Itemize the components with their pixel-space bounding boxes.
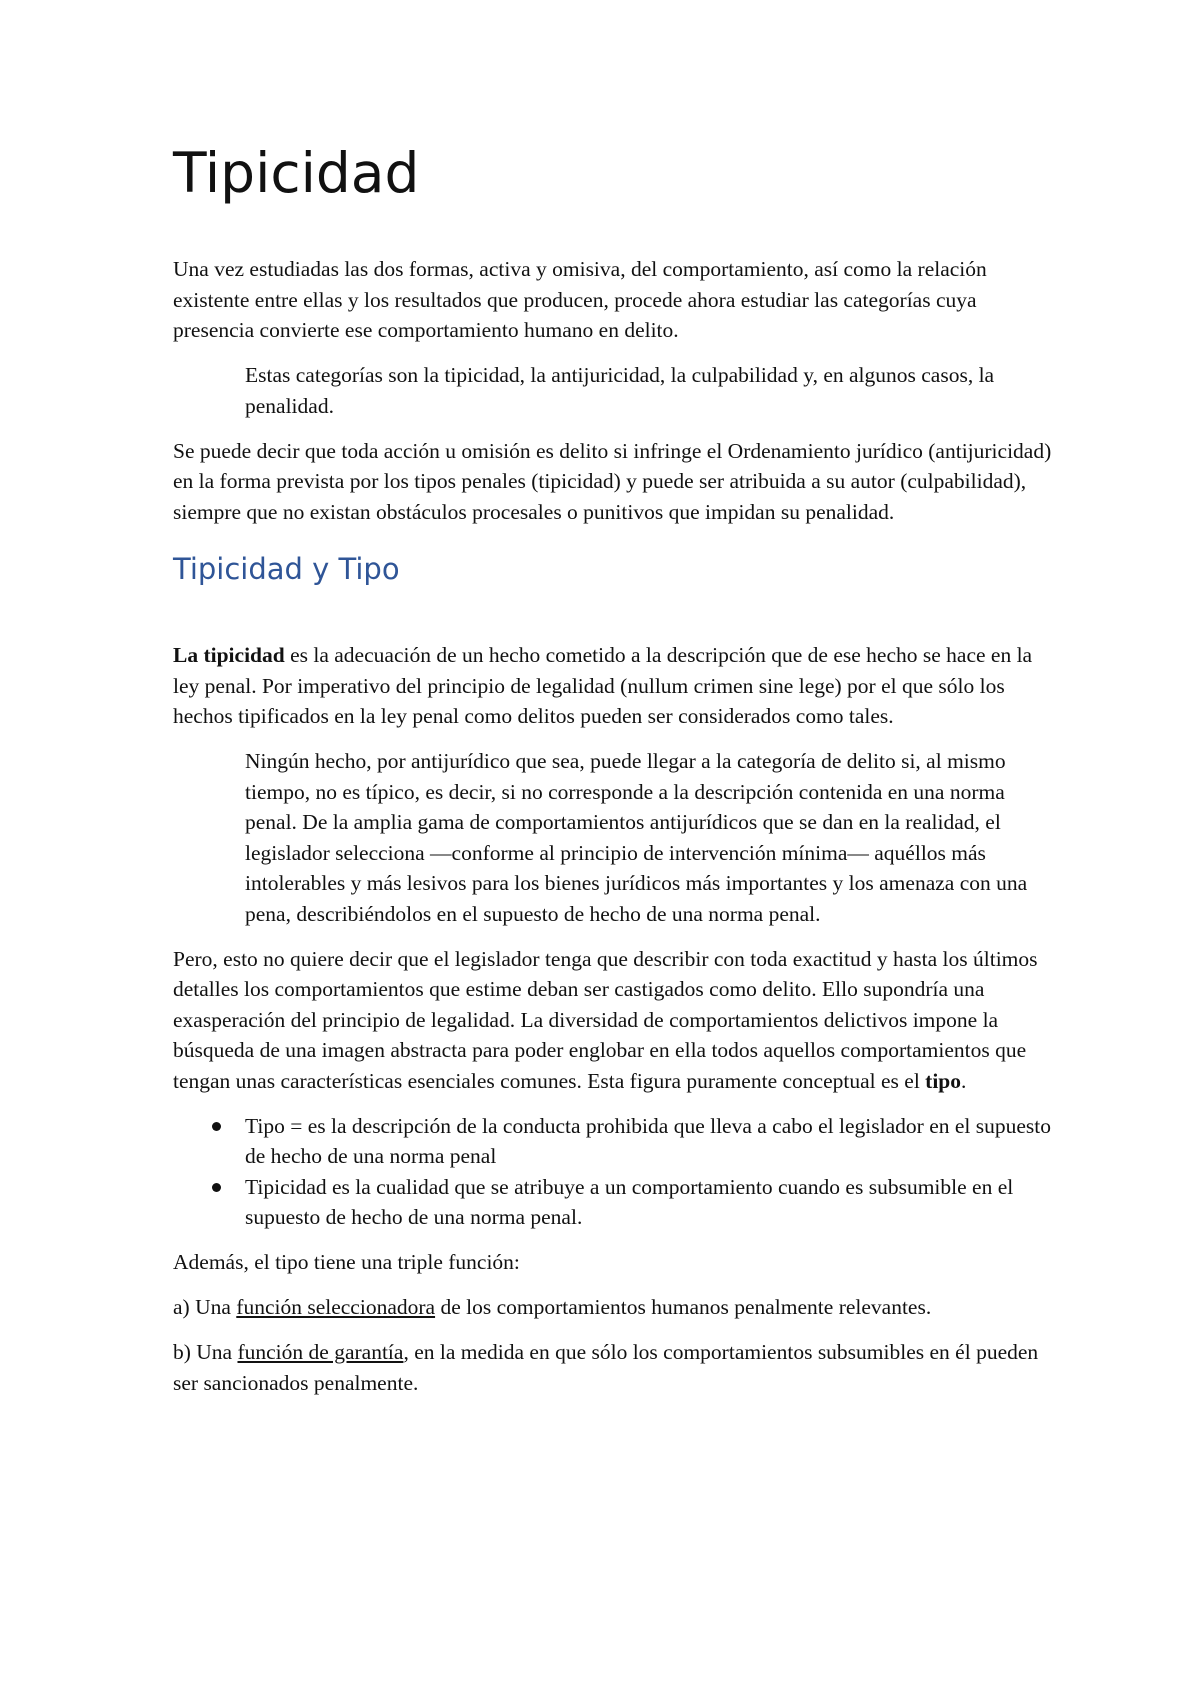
definitions-list bbox=[173, 1111, 1053, 1233]
tipicidad-paragraph-text: es la adecuación de un hecho cometido a la descripción que de ese hecho se hace en la ley penal. Por imperativo del principio de legalidad (nullum crimen sine lege) por el que sólo los hechos tipificados en la ley penal como delitos pueden ser considerados como tales. bbox=[173, 643, 1033, 728]
legality-quote: Ningún hecho, por antijurídico que sea, puede llegar a la categoría de delito si, al mismo tiempo, no es típico, es decir, si no corresponde a la descripción contenida en una norma penal. De la amplia gama de comportamientos antijurídicos que se dan en la realidad, el legislador selecciona —conforme al principio de intervención mínima— aquéllos más intolerables y más lesivos para los bienes jurídicos más importantes y los amenaza con una pena, describiéndolos en el supuesto de hecho de una norma penal. bbox=[245, 749, 1028, 926]
list-item bbox=[173, 1172, 1053, 1233]
document-body bbox=[173, 254, 1053, 1413]
document-title: Tipicidad bbox=[173, 141, 420, 205]
tipo-paragraph-end: . bbox=[961, 1068, 967, 1093]
function-b-prefix: b) Una bbox=[173, 1340, 238, 1364]
tipo-paragraph bbox=[173, 944, 1053, 1097]
tipo-paragraph-text: Pero, esto no quiere decir que el legislador tenga que describir con toda exactitud y hasta los últimos detalles los comportamientos que estime deban ser castigados como delito. Ello supondría una exasperación del principio de legalidad. La diversidad de comportamientos delictivos impone la búsqueda de una imagen abstracta para poder englobar en ella todos aquellos comportamientos que tengan unas características esenciales comunes. Esta figura puramente conceptual es el bbox=[173, 946, 1038, 1093]
function-a-prefix: a) Una bbox=[173, 1295, 237, 1319]
tipicidad-bold-term: La tipicidad bbox=[173, 643, 285, 667]
function-a-text: de los comportamientos humanos penalmente relevantes. bbox=[435, 1295, 932, 1319]
bullet-icon bbox=[212, 1122, 221, 1131]
section-heading: Tipicidad y Tipo bbox=[173, 552, 400, 586]
intro-paragraph: Una vez estudiadas las dos formas, activa y omisiva, del comportamiento, así como la relación existente entre ellas y los resultados que producen, procede ahora estudiar las categorías cuya presencia convierte ese comportamiento humano en delito. bbox=[173, 257, 987, 342]
function-a-paragraph bbox=[173, 1292, 1053, 1323]
function-intro-paragraph: Además, el tipo tiene una triple función: bbox=[173, 1250, 520, 1274]
function-b-paragraph bbox=[173, 1337, 1053, 1398]
definition-paragraph: Se puede decir que toda acción u omisión es delito si infringe el Ordenamiento jurídico (antijuricidad) en la forma prevista por los tipos penales (tipicidad) y puede ser atribuida a su autor (culpabilidad), siempre que no existan obstáculos procesales o punitivos que impidan su penalidad. bbox=[173, 438, 1052, 524]
categories-quote: Estas categorías son la tipicidad, la antijuricidad, la culpabilidad y, en algunos casos, la penalidad. bbox=[245, 363, 995, 418]
function-a-underlined: función seleccionadora bbox=[236, 1295, 436, 1319]
list-item-text: Tipo = es la descripción de la conducta prohibida que lleva a cabo el legislador en el supuesto de hecho de una norma penal bbox=[245, 1113, 1051, 1168]
list-item bbox=[173, 1111, 1053, 1172]
tipo-bold-term: tipo bbox=[925, 1068, 962, 1093]
function-b-text: , en la medida en que sólo los comportamientos subsumibles en él pueden ser sancionados penalmente. bbox=[173, 1340, 1039, 1395]
function-b-underlined: función de garantía bbox=[237, 1340, 404, 1364]
tipicidad-paragraph bbox=[173, 640, 1053, 732]
list-item-text: Tipicidad es la cualidad que se atribuye a un comportamiento cuando es subsumible en el supuesto de hecho de una norma penal. bbox=[245, 1174, 1014, 1229]
bullet-icon bbox=[212, 1183, 221, 1192]
